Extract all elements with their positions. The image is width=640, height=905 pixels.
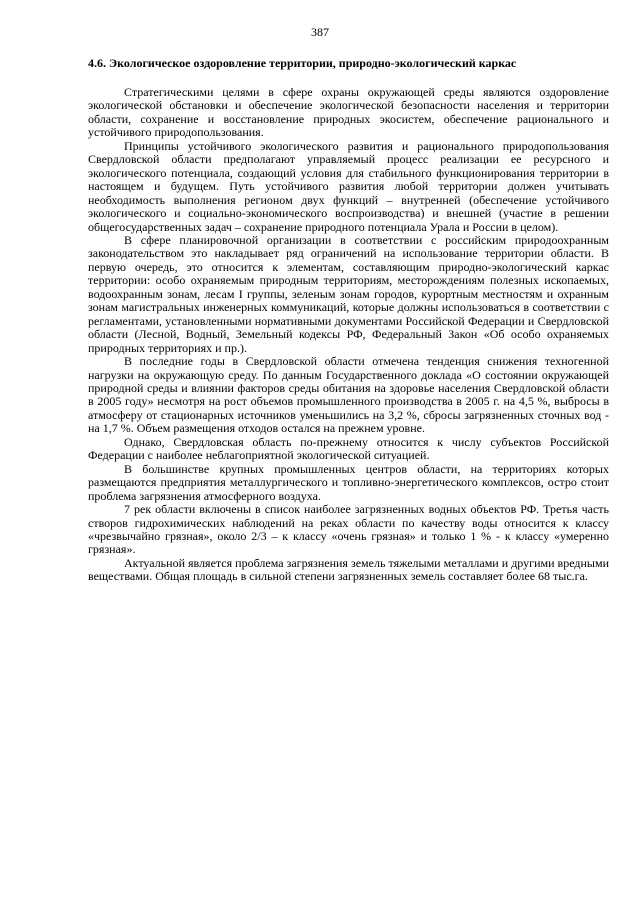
section-heading: 4.6. Экологическое оздоровление территории, природно-экологический каркас	[88, 56, 517, 70]
paragraph-strategic-goals: Стратегическими целями в сфере охраны окружающей среды являются оздоровление экологической обстановки и обеспечение экологической безопасности населения и территории области, сохранение и восстановление природных экосистем, обеспечение рационального и устойчивого природопользования.	[88, 85, 609, 140]
page-number: 387	[311, 25, 329, 39]
paragraph-planning-restrictions: В сфере планировочной организации в соответствии с российским природоохранным законодательством это накладывает ряд ограничений на использование территории области. В первую очередь, это относится к элементам, составляющим природно-экологический каркас территории: особо охраняемым природным территориям, месторождениям полезных ископаемых, водоохранным зонам, лесам I группы, зеленым зонам городов, курортным местностям и охранным зонам магистральных инженерных коммуникаций, которые должны использоваться в соответствии с регламентами, установленными нормативными документами Российской Федерации и Свердловской области (Лесной, Водный, Земельный кодексы РФ, Федеральный Закон «Об особо охраняемых природных территориях и пр.).	[88, 232, 609, 355]
body-text	[88, 86, 609, 584]
paragraph-water-pollution: 7 рек области включены в список наиболее загрязненных водных объектов РФ. Третья часть створов гидрохимических наблюдений на реках области по качеству воды относится к классу «чрезвычайно грязная», около 2/3 – к классу «очень грязная» и только 1 % - к классу «умеренно грязная».	[88, 502, 609, 557]
paragraph-load-reduction: В последние годы в Свердловской области отмечена тенденция снижения техногенной нагрузки на окружающую среду. По данным Государственного доклада «О состоянии окружающей природной среды и влиянии факторов среды обитания на здоровье населения Свердловской области в 2005 году» несмотря на рост объемов промышленного производства в 2005 г. на 4,5 %, выбросы в атмосферу от стационарных источников уменьшились на 3,2 %, сбросы загрязненных сточных вод - на 1,7 %. Объем размещения отходов остался на прежнем уровне.	[88, 354, 609, 436]
paragraph-unfavorable-situation: Однако, Свердловская область по-прежнему относится к числу субъектов Российской Федерации с наиболее неблагоприятной экологической ситуацией.	[88, 434, 609, 463]
paragraph-air-pollution: В большинстве крупных промышленных центров области, на территориях которых размещаются предприятия металлургического и топливно-энергетического комплексов, остро стоит проблема загрязнения атмосферного воздуха.	[88, 461, 609, 503]
paragraph-sustainable-principles: Принципы устойчивого экологического развития и рационального природопользования Свердловской области предполагают управляемый процесс реализации ее ресурсного и экологического потенциала, создающий условия для стабильного функционирования территории в настоящем и будущем. Путь устойчивого развития любой территории должен учитывать необходимость выполнения регионом двух функций – внутренней (обеспечение устойчивого экологического и социально-экономического воспроизводства) и внешней (участие в решении общегосударственных задач – сохранение природного потенциала Урала и России в целом).	[88, 138, 609, 234]
paragraph-land-pollution: Актуальной является проблема загрязнения земель тяжелыми металлами и другими вредными веществами. Общая площадь в сильной степени загрязненных земель составляет более 68 тыс.га.	[88, 555, 609, 584]
